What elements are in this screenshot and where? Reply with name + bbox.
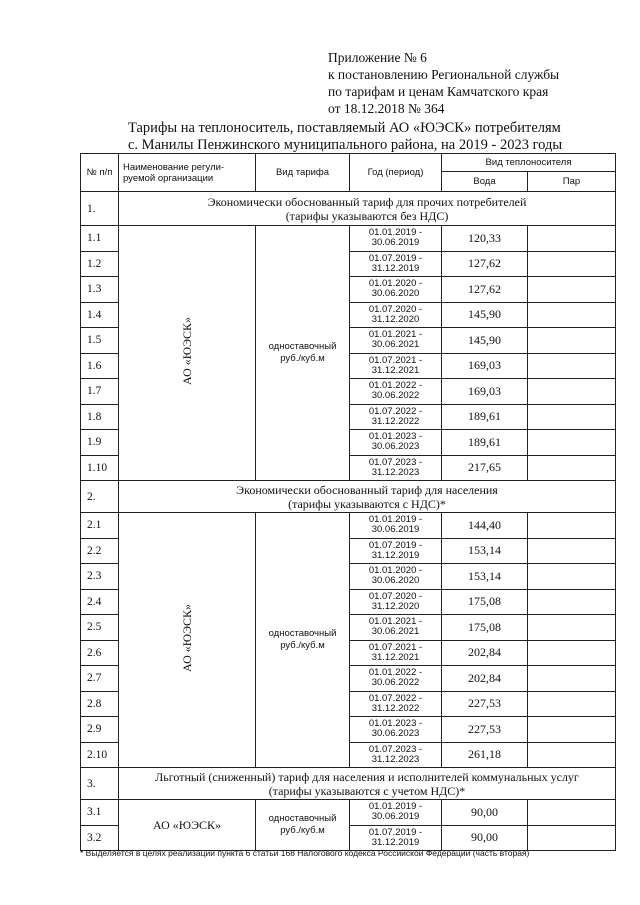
water-tariff-value: 120,33 [442, 226, 528, 252]
period-end: 31.12.2021 [371, 364, 420, 376]
period-end: 31.12.2020 [371, 313, 420, 325]
period-cell [350, 717, 442, 743]
period-cell [350, 825, 442, 851]
water-tariff-value: 217,65 [442, 455, 528, 481]
period-end: 30.06.2019 [371, 237, 420, 249]
period-end: 30.06.2020 [371, 575, 420, 587]
table-row [81, 513, 616, 539]
section-number: 2. [81, 481, 119, 513]
period-cell [350, 328, 442, 354]
period-cell [350, 742, 442, 768]
tariff-type-cell [256, 800, 350, 851]
row-number: 2.2 [81, 538, 119, 564]
header-line: от 18.12.2018 № 364 [328, 101, 445, 116]
period-start: 01.01.2021 - [368, 329, 423, 341]
tariff-type-cell [256, 513, 350, 768]
organization-cell [119, 226, 256, 481]
steam-tariff-value [528, 589, 616, 615]
document-title [128, 120, 598, 154]
tariff-type: одноставочный [268, 341, 337, 352]
period-end: 31.12.2020 [371, 600, 420, 612]
steam-tariff-value [528, 742, 616, 768]
steam-tariff-value [528, 825, 616, 851]
row-number: 1.6 [81, 353, 119, 379]
period-start: 01.07.2019 - [368, 539, 423, 551]
period-cell [350, 666, 442, 692]
water-tariff-value: 127,62 [442, 277, 528, 303]
section-header-row [81, 481, 616, 513]
section-title [119, 768, 616, 800]
water-tariff-value: 175,08 [442, 615, 528, 641]
steam-tariff-value [528, 277, 616, 303]
row-number: 1.4 [81, 302, 119, 328]
period-end: 31.12.2022 [371, 415, 420, 427]
water-tariff-value: 227,53 [442, 717, 528, 743]
period-end: 30.06.2022 [371, 390, 420, 402]
tariff-unit: руб./куб.м [280, 640, 325, 651]
header-line: по тарифам и ценам Камчатского края [328, 84, 549, 99]
period-end: 31.12.2023 [371, 753, 420, 765]
period-cell [350, 589, 442, 615]
row-number: 2.5 [81, 615, 119, 641]
col-header-steam: Пар [528, 172, 616, 192]
row-number: 2.10 [81, 742, 119, 768]
period-start: 01.07.2021 - [368, 354, 423, 366]
tariff-table [80, 153, 616, 851]
row-number: 2.9 [81, 717, 119, 743]
period-cell [350, 564, 442, 590]
water-tariff-value: 127,62 [442, 251, 528, 277]
steam-tariff-value [528, 404, 616, 430]
period-end: 30.06.2019 [371, 524, 420, 536]
header-line: Приложение № 6 [328, 50, 427, 65]
period-end: 31.12.2022 [371, 702, 420, 714]
water-tariff-value: 144,40 [442, 513, 528, 539]
water-tariff-value: 175,08 [442, 589, 528, 615]
section-title-line: (тарифы указываются с НДС)* [288, 496, 446, 511]
period-end: 30.06.2021 [371, 339, 420, 351]
water-tariff-value: 153,14 [442, 538, 528, 564]
row-number: 2.3 [81, 564, 119, 590]
period-start: 01.01.2020 - [368, 565, 423, 577]
section-header-row [81, 192, 616, 226]
period-start: 01.01.2022 - [368, 667, 423, 679]
period-cell [350, 353, 442, 379]
row-number: 1.1 [81, 226, 119, 252]
col-header-tariff: Вид тарифа [256, 154, 350, 192]
period-start: 01.01.2019 - [368, 801, 423, 813]
title-line: Тарифы на теплоноситель, поставляемый АО «ЮЭСК» потребителям [128, 120, 561, 136]
water-tariff-value: 145,90 [442, 302, 528, 328]
section-title-line: (тарифы указываются с учетом НДС)* [268, 783, 466, 798]
period-cell [350, 430, 442, 456]
period-cell [350, 538, 442, 564]
period-end: 31.12.2023 [371, 466, 420, 478]
period-cell [350, 277, 442, 303]
period-start: 01.07.2022 - [368, 405, 423, 417]
period-cell [350, 302, 442, 328]
period-cell [350, 615, 442, 641]
water-tariff-value: 202,84 [442, 640, 528, 666]
period-cell [350, 226, 442, 252]
steam-tariff-value [528, 328, 616, 354]
water-tariff-value: 90,00 [442, 800, 528, 826]
period-start: 01.07.2019 - [368, 252, 423, 264]
water-tariff-value: 153,14 [442, 564, 528, 590]
footnote: * Выделяется в целях реализации пункта 6 статьи 168 Налогового кодекса Российской Федерации (часть вторая) [80, 848, 530, 858]
row-number: 1.8 [81, 404, 119, 430]
period-cell [350, 404, 442, 430]
steam-tariff-value [528, 717, 616, 743]
section-title-line: Экономически обоснованный тариф для населения [236, 482, 498, 497]
period-end: 31.12.2019 [371, 549, 420, 561]
row-number: 3.2 [81, 825, 119, 851]
steam-tariff-value [528, 666, 616, 692]
row-number: 2.4 [81, 589, 119, 615]
section-number: 1. [81, 192, 119, 226]
period-cell [350, 640, 442, 666]
period-end: 31.12.2021 [371, 651, 420, 663]
steam-tariff-value [528, 691, 616, 717]
period-start: 01.01.2021 - [368, 616, 423, 628]
section-title-line: Экономически обоснованный тариф для прочих потребителей [207, 194, 527, 209]
row-number: 1.9 [81, 430, 119, 456]
period-start: 01.07.2022 - [368, 692, 423, 704]
tariff-unit: руб./куб.м [280, 353, 325, 364]
period-start: 01.01.2022 - [368, 380, 423, 392]
steam-tariff-value [528, 302, 616, 328]
row-number: 3.1 [81, 800, 119, 826]
row-number: 2.8 [81, 691, 119, 717]
steam-tariff-value [528, 800, 616, 826]
water-tariff-value: 202,84 [442, 666, 528, 692]
water-tariff-value: 189,61 [442, 404, 528, 430]
period-cell [350, 513, 442, 539]
tariff-type-cell [256, 226, 350, 481]
period-end: 31.12.2019 [371, 262, 420, 274]
period-start: 01.07.2023 - [368, 743, 423, 755]
water-tariff-value: 189,61 [442, 430, 528, 456]
steam-tariff-value [528, 564, 616, 590]
period-start: 01.01.2023 - [368, 431, 423, 443]
steam-tariff-value [528, 379, 616, 405]
table-header-row [81, 154, 616, 172]
organization-name: АО «ЮЭСК» [179, 316, 194, 385]
water-tariff-value: 169,03 [442, 353, 528, 379]
period-start: 01.07.2020 - [368, 303, 423, 315]
period-end: 30.06.2020 [371, 288, 420, 300]
tariff-unit: руб./куб.м [280, 825, 325, 836]
col-header-coolant-type: Вид теплоносителя [442, 154, 616, 172]
tariff-type: одноставочный [268, 813, 337, 824]
row-number: 1.5 [81, 328, 119, 354]
appendix-header [328, 49, 559, 117]
row-number: 2.7 [81, 666, 119, 692]
row-number: 2.1 [81, 513, 119, 539]
period-start: 01.07.2019 - [368, 826, 423, 838]
period-end: 31.12.2019 [371, 836, 420, 848]
steam-tariff-value [528, 455, 616, 481]
section-header-row [81, 768, 616, 800]
section-title [119, 192, 616, 226]
period-start: 01.07.2021 - [368, 641, 423, 653]
organization-name: АО «ЮЭСК» [179, 603, 194, 672]
row-number: 1.3 [81, 277, 119, 303]
section-title [119, 481, 616, 513]
period-cell [350, 455, 442, 481]
water-tariff-value: 145,90 [442, 328, 528, 354]
steam-tariff-value [528, 615, 616, 641]
steam-tariff-value [528, 353, 616, 379]
steam-tariff-value [528, 226, 616, 252]
row-number: 1.10 [81, 455, 119, 481]
water-tariff-value: 169,03 [442, 379, 528, 405]
period-start: 01.01.2019 - [368, 514, 423, 526]
water-tariff-value: 90,00 [442, 825, 528, 851]
table-row [81, 800, 616, 826]
steam-tariff-value [528, 430, 616, 456]
water-tariff-value: 261,18 [442, 742, 528, 768]
period-cell [350, 251, 442, 277]
organization-name: АО «ЮЭСК» [119, 800, 256, 851]
period-cell [350, 800, 442, 826]
col-header-org: Наименование регули-руемой организации [119, 154, 256, 192]
row-number: 1.2 [81, 251, 119, 277]
period-end: 30.06.2023 [371, 728, 420, 740]
row-number: 2.6 [81, 640, 119, 666]
period-end: 30.06.2019 [371, 811, 420, 823]
col-header-water: Вода [442, 172, 528, 192]
steam-tariff-value [528, 513, 616, 539]
row-number: 1.7 [81, 379, 119, 405]
period-start: 01.07.2023 - [368, 456, 423, 468]
period-end: 30.06.2021 [371, 626, 420, 638]
period-end: 30.06.2023 [371, 441, 420, 453]
period-start: 01.01.2020 - [368, 278, 423, 290]
title-line: с. Манилы Пенжинского муниципального района, на 2019 - 2023 годы [128, 137, 563, 153]
section-title-line: (тарифы указываются без НДС) [285, 208, 449, 223]
period-start: 01.07.2020 - [368, 590, 423, 602]
section-number: 3. [81, 768, 119, 800]
period-start: 01.01.2023 - [368, 718, 423, 730]
tariff-type: одноставочный [268, 628, 337, 639]
section-title-line: Льготный (сниженный) тариф для населения и исполнителей коммунальных услуг [155, 769, 579, 784]
organization-cell [119, 513, 256, 768]
period-start: 01.01.2019 - [368, 227, 423, 239]
steam-tariff-value [528, 640, 616, 666]
col-header-period: Год (период) [350, 154, 442, 192]
col-header-num: № п/п [81, 154, 119, 192]
period-cell [350, 691, 442, 717]
table-row [81, 226, 616, 252]
steam-tariff-value [528, 538, 616, 564]
water-tariff-value: 227,53 [442, 691, 528, 717]
header-line: к постановлению Региональной службы [328, 67, 560, 82]
period-cell [350, 379, 442, 405]
period-end: 30.06.2022 [371, 677, 420, 689]
steam-tariff-value [528, 251, 616, 277]
